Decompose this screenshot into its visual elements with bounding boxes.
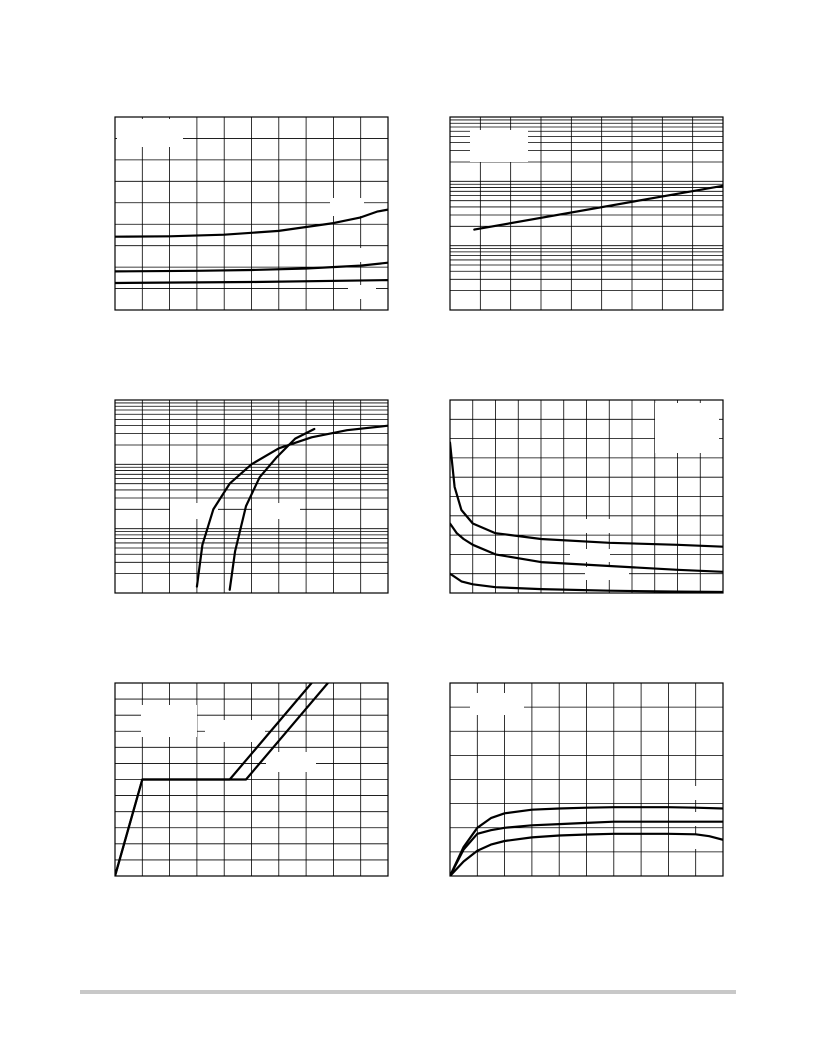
label-box (252, 503, 300, 519)
chart-2 (450, 117, 723, 310)
chart-5 (115, 683, 388, 876)
chart-4 (450, 400, 723, 593)
label-box (585, 567, 629, 580)
label-box (470, 693, 524, 715)
footer-rule (80, 990, 736, 994)
label-box (570, 549, 610, 562)
label-box (330, 198, 364, 216)
label-box (266, 752, 316, 772)
label-box (117, 119, 183, 147)
chart-1 (115, 117, 388, 310)
label-box (655, 403, 719, 453)
label-box (586, 519, 630, 533)
label-box (470, 130, 528, 162)
chart-6 (450, 683, 723, 876)
label-box (348, 285, 376, 299)
label-box (694, 812, 722, 826)
label-box (692, 786, 722, 800)
chart-3 (115, 400, 388, 593)
label-box (205, 720, 265, 742)
label-box (141, 705, 197, 737)
label-box (345, 248, 375, 262)
